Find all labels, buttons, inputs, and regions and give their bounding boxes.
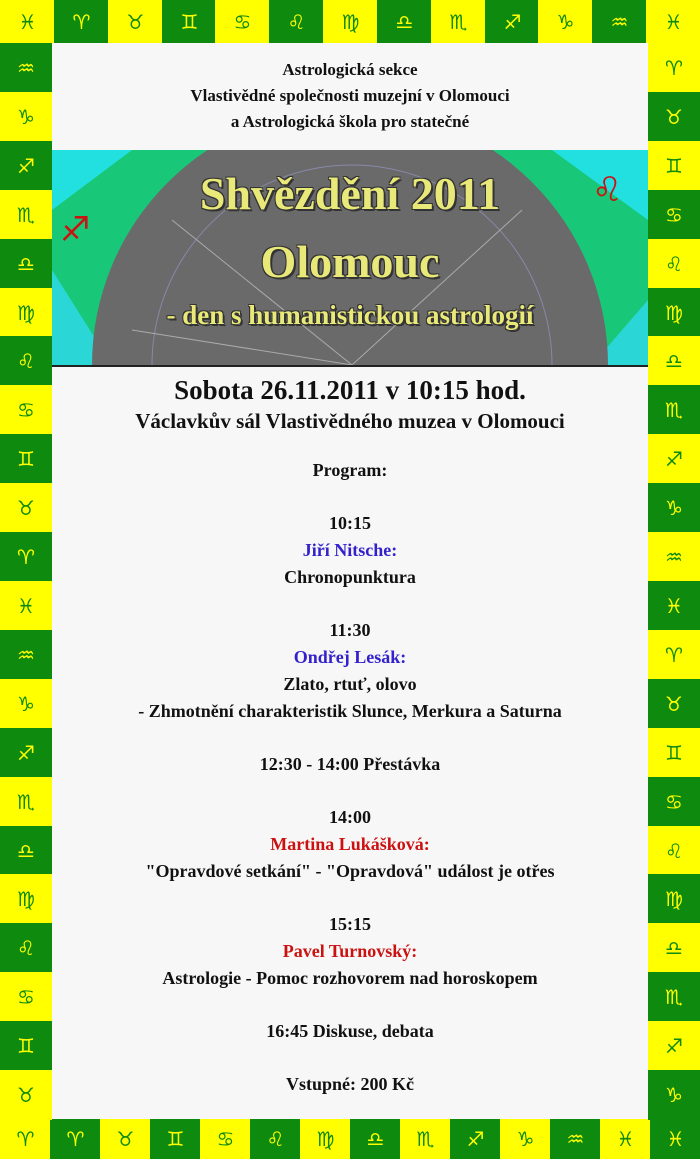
zodiac-tile-icon: ♏	[648, 385, 700, 435]
zodiac-tile-icon: ♏	[400, 1119, 451, 1159]
zodiac-tile-icon: ♐	[0, 141, 52, 191]
talk-4-speaker: Pavel Turnovský:	[282, 941, 418, 961]
zodiac-tile-icon: ♓	[650, 1119, 700, 1159]
zodiac-tile-icon: ♓	[0, 581, 52, 631]
banner-city: Olomouc	[260, 236, 440, 287]
zodiac-tile-icon: ♎	[350, 1119, 401, 1159]
zodiac-tile-icon: ♊	[0, 1021, 52, 1071]
sagittarius-icon: ♐	[60, 210, 91, 250]
talk-4-title: Astrologie - Pomoc rozhovorem nad horoskopem	[162, 968, 538, 988]
program-label: Program:	[312, 460, 388, 480]
poster-panel	[52, 43, 648, 1119]
zodiac-tile-icon: ♑	[648, 483, 700, 533]
zodiac-tile-icon: ♊	[150, 1119, 201, 1159]
zodiac-tile-icon: ♌	[250, 1119, 301, 1159]
zodiac-tile-icon: ♌	[0, 336, 52, 386]
zodiac-tile-icon: ♉	[0, 1070, 52, 1120]
zodiac-tile-icon: ♊	[648, 141, 700, 191]
zodiac-tile-icon: ♓	[600, 1119, 651, 1159]
zodiac-tile-icon: ♎	[0, 826, 52, 876]
zodiac-tile-icon: ♈	[648, 630, 700, 680]
zodiac-tile-icon: ♐	[485, 0, 540, 43]
zodiac-tile-icon: ♌	[269, 0, 324, 43]
leo-icon: ♌	[592, 170, 623, 210]
zodiac-tile-icon: ♌	[648, 239, 700, 289]
zodiac-tile-icon: ♒	[550, 1119, 601, 1159]
zodiac-tile-icon: ♒	[0, 630, 52, 680]
organizer-line-1: Astrologická sekce	[282, 60, 418, 79]
zodiac-tile-icon: ♊	[162, 0, 217, 43]
talk-1-speaker: Jiří Nitsche:	[302, 540, 398, 560]
zodiac-tile-icon: ♓	[0, 0, 55, 43]
banner-title: Shvězdění 2011	[199, 168, 501, 219]
talk-2-subtitle: - Zhmotnění charakteristik Slunce, Merkura a Saturna	[138, 701, 562, 721]
zodiac-tile-icon: ♑	[0, 92, 52, 142]
zodiac-tile-icon: ♎	[648, 336, 700, 386]
zodiac-tile-icon: ♑	[648, 1070, 700, 1120]
zodiac-tile-icon: ♍	[0, 288, 52, 338]
zodiac-tile-icon: ♋	[200, 1119, 251, 1159]
zodiac-tile-icon: ♈	[0, 1119, 51, 1159]
zodiac-tile-icon: ♋	[648, 777, 700, 827]
talk-1-time: 10:15	[329, 513, 371, 533]
organizer-line-3: a Astrologická škola pro statečné	[230, 112, 470, 131]
zodiac-tile-icon: ♋	[0, 385, 52, 435]
zodiac-tile-icon: ♋	[648, 190, 700, 240]
discussion: 16:45 Diskuse, debata	[266, 1021, 434, 1041]
organizer-header	[52, 57, 648, 135]
organizer-line-2: Vlastivědné společnosti muzejní v Olomouci	[190, 86, 510, 105]
zodiac-tile-icon: ♐	[648, 1021, 700, 1071]
event-date: Sobota 26.11.2011 v 10:15 hod.	[174, 375, 526, 405]
event-banner	[52, 150, 648, 365]
zodiac-tile-icon: ♈	[50, 1119, 101, 1159]
zodiac-tile-icon: ♍	[648, 288, 700, 338]
zodiac-tile-icon: ♈	[0, 532, 52, 582]
talk-4-time: 15:15	[329, 914, 371, 934]
zodiac-tile-icon: ♊	[0, 434, 52, 484]
talk-3-time: 14:00	[329, 807, 371, 827]
zodiac-tile-icon: ♊	[648, 728, 700, 778]
talk-2-speaker: Ondřej Lesák:	[293, 647, 407, 667]
zodiac-tile-icon: ♉	[0, 483, 52, 533]
zodiac-tile-icon: ♈	[54, 0, 109, 43]
zodiac-tile-icon: ♑	[0, 679, 52, 729]
zodiac-tile-icon: ♎	[377, 0, 432, 43]
zodiac-tile-icon: ♑	[538, 0, 593, 43]
zodiac-tile-icon: ♍	[648, 874, 700, 924]
talk-3-speaker: Martina Lukášková:	[270, 834, 430, 854]
zodiac-tile-icon: ♈	[648, 43, 700, 93]
banner-subtitle: - den s humanistickou astrologií	[166, 300, 534, 330]
zodiac-tile-icon: ♓	[648, 581, 700, 631]
zodiac-tile-icon: ♑	[500, 1119, 551, 1159]
talk-3-title: "Opravdové setkání" - "Opravdová" událost je otřes	[145, 861, 555, 881]
zodiac-tile-icon: ♉	[648, 679, 700, 729]
zodiac-tile-icon: ♉	[108, 0, 163, 43]
zodiac-tile-icon: ♐	[450, 1119, 501, 1159]
zodiac-tile-icon: ♉	[648, 92, 700, 142]
zodiac-tile-icon: ♋	[215, 0, 270, 43]
event-venue: Václavkův sál Vlastivědného muzea v Olomouci	[135, 409, 565, 433]
zodiac-tile-icon: ♏	[0, 777, 52, 827]
zodiac-tile-icon: ♍	[323, 0, 378, 43]
zodiac-tile-icon: ♌	[648, 826, 700, 876]
zodiac-tile-icon: ♍	[0, 874, 52, 924]
event-details	[52, 373, 648, 1098]
zodiac-tile-icon: ♏	[431, 0, 486, 43]
zodiac-tile-icon: ♒	[0, 43, 52, 93]
zodiac-tile-icon: ♐	[0, 728, 52, 778]
divider	[52, 365, 648, 367]
admission-fee: Vstupné: 200 Kč	[285, 1074, 414, 1094]
zodiac-tile-icon: ♒	[592, 0, 647, 43]
zodiac-tile-icon: ♒	[648, 532, 700, 582]
lunch-break: 12:30 - 14:00 Přestávka	[259, 754, 441, 774]
zodiac-tile-icon: ♏	[0, 190, 52, 240]
zodiac-tile-icon: ♎	[648, 923, 700, 973]
zodiac-tile-icon: ♓	[646, 0, 700, 43]
talk-1-title: Chronopunktura	[284, 567, 416, 587]
zodiac-tile-icon: ♌	[0, 923, 52, 973]
zodiac-tile-icon: ♐	[648, 434, 700, 484]
zodiac-tile-icon: ♏	[648, 972, 700, 1022]
zodiac-tile-icon: ♋	[0, 972, 52, 1022]
zodiac-tile-icon: ♍	[300, 1119, 351, 1159]
zodiac-tile-icon: ♉	[100, 1119, 151, 1159]
zodiac-tile-icon: ♎	[0, 239, 52, 289]
talk-2-time: 11:30	[329, 620, 371, 640]
talk-2-title: Zlato, rtuť, olovo	[283, 674, 417, 694]
